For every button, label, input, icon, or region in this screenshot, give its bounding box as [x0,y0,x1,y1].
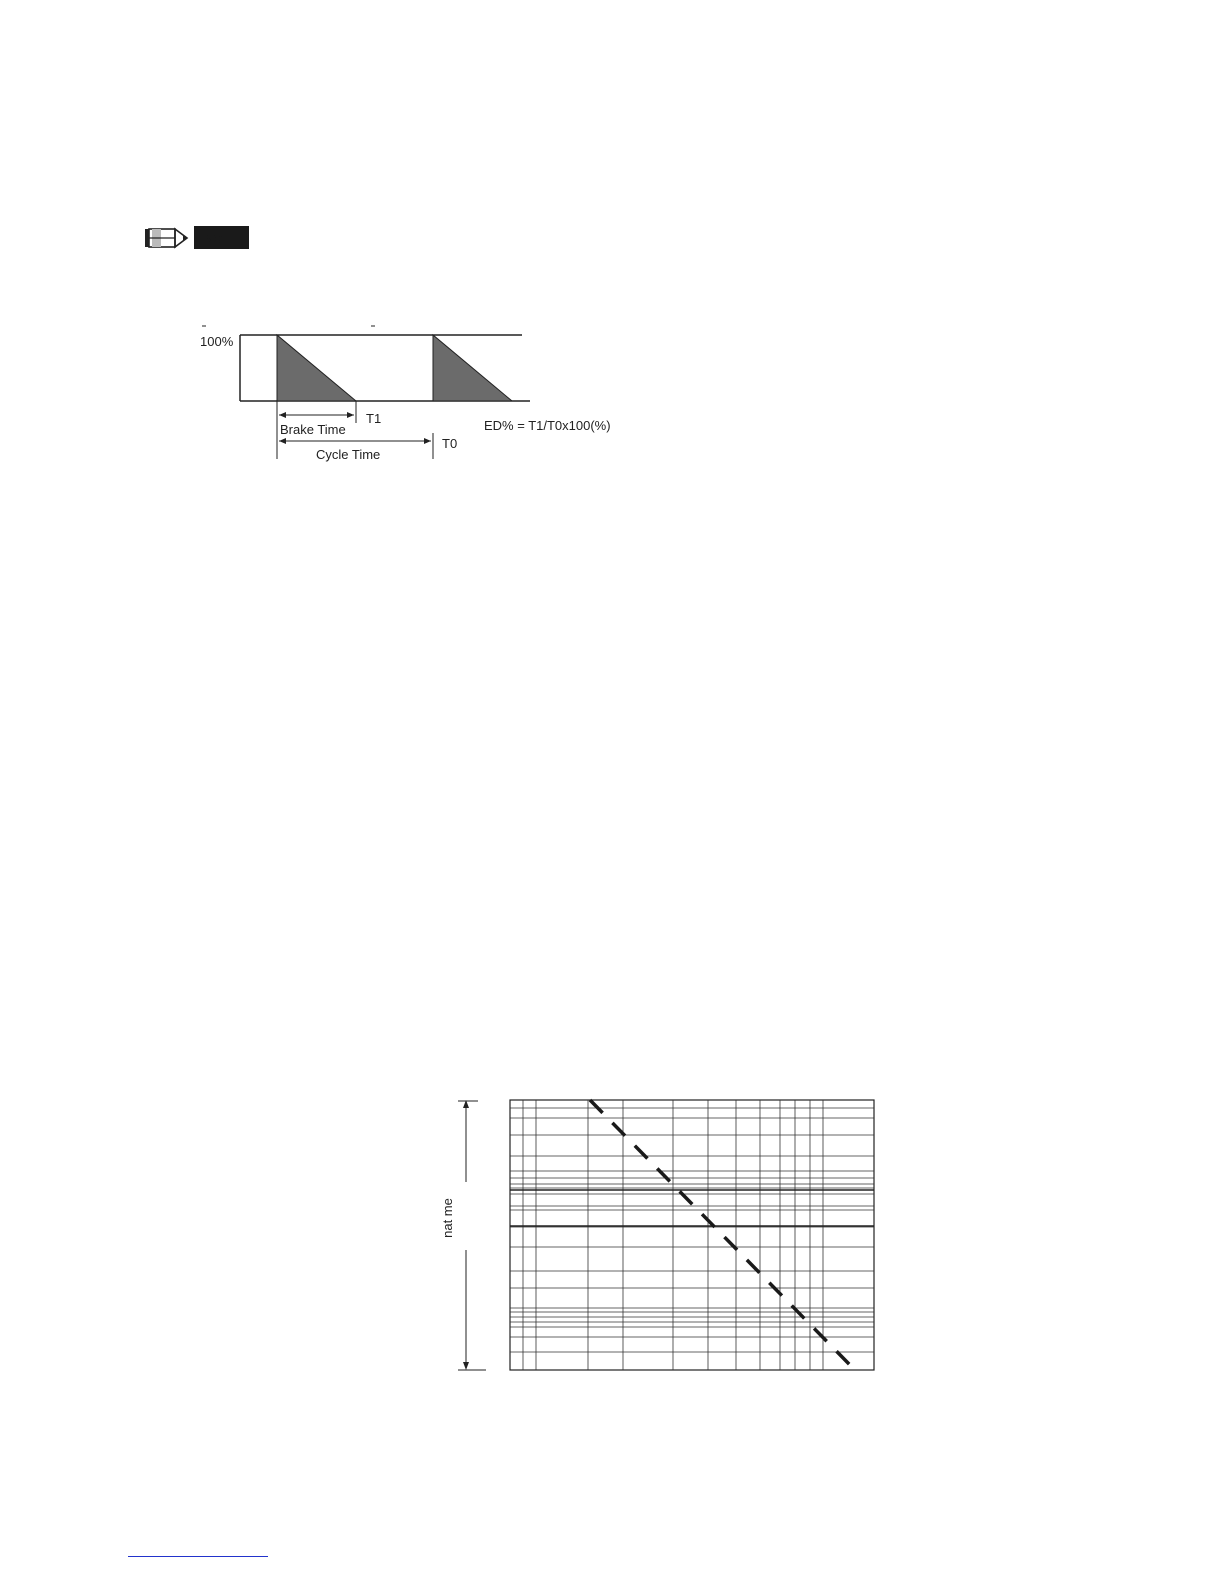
pencil-icon [145,229,187,247]
y-axis-label: nat me [440,1198,455,1238]
arrowhead [424,438,431,444]
vertical-grid [523,1100,823,1370]
hundred-percent-label: 100% [200,334,234,349]
footer-rule [128,1556,268,1557]
ed-percent-diagram [190,315,650,475]
major-grid [510,1190,874,1226]
note-label: NOTE [204,232,238,246]
ed-formula: ED% = T1/T0x100(%) [484,418,611,433]
brake-pulse-1 [277,335,356,401]
t0-label: T0 [442,436,458,451]
arrowhead [279,438,286,444]
cycle-time-label: Cycle Time [316,447,381,462]
trend-line [590,1100,850,1365]
log-scale-chart [430,1090,890,1390]
arrowhead [279,412,286,418]
chart-frame [510,1100,874,1370]
brake-time-label: Brake Time [280,422,346,437]
note-icon [143,224,251,252]
horizontal-grid [510,1108,874,1352]
brake-pulse-2 [433,335,512,401]
arrowhead [463,1362,469,1370]
t1-label: T1 [366,411,382,426]
arrowhead [347,412,354,418]
